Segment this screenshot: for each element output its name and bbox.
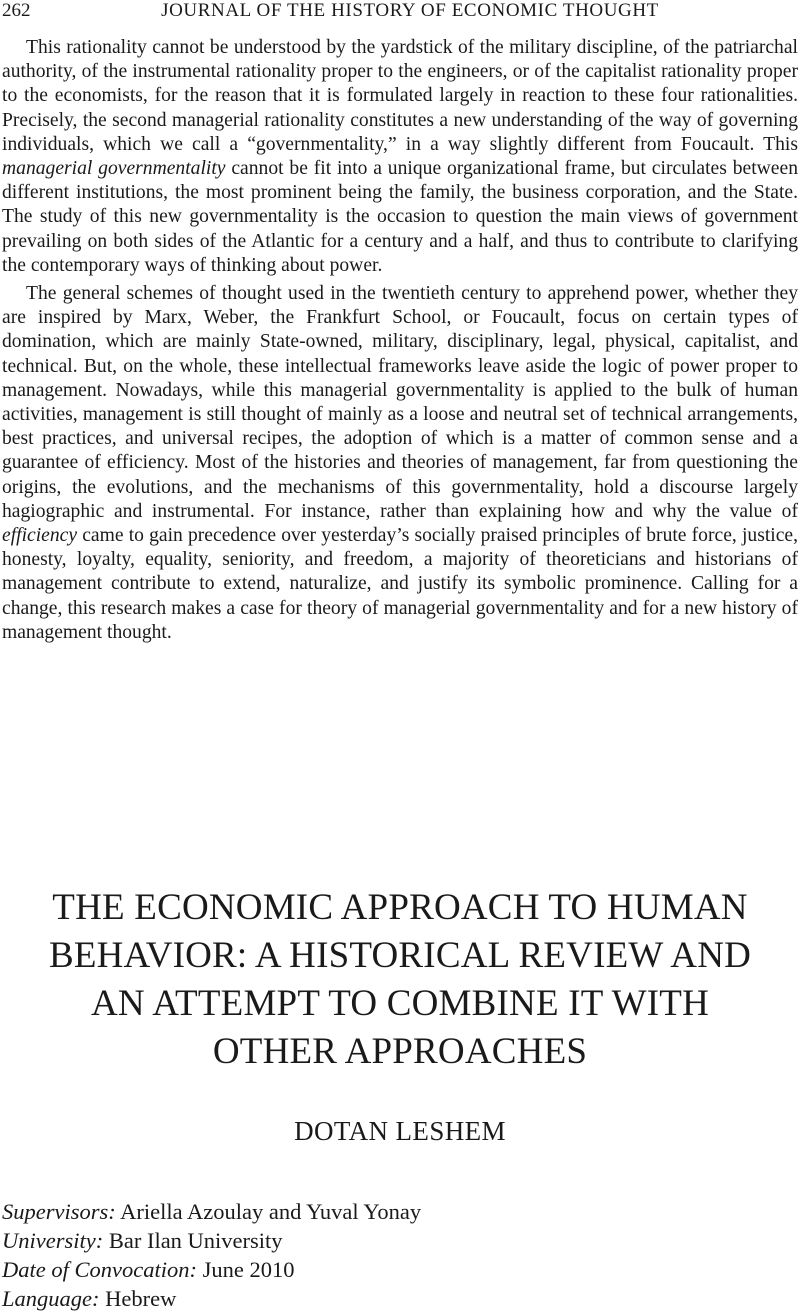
article-title-line: OTHER APPROACHES	[212, 1031, 588, 1072]
article-author: DOTAN LESHEM	[294, 1116, 506, 1146]
article-title-line: THE ECONOMIC APPROACH TO HUMAN	[52, 887, 748, 928]
meta-value: Hebrew	[99, 1286, 177, 1311]
page-number: 262	[2, 0, 31, 21]
meta-value: Ariella Azoulay and Yuval Yonay	[115, 1199, 422, 1224]
article-title	[20, 884, 780, 1076]
meta-university	[2, 1226, 798, 1255]
meta-value: June 2010	[196, 1257, 295, 1282]
thesis-metadata	[2, 1197, 798, 1313]
meta-date-of-convocation	[2, 1255, 798, 1284]
meta-label: University:	[2, 1228, 104, 1253]
running-head	[2, 0, 798, 24]
paragraph-1	[2, 36, 798, 278]
meta-label: Language:	[2, 1286, 100, 1311]
body-text	[2, 36, 798, 645]
meta-label: Date of Convocation:	[2, 1257, 197, 1282]
meta-supervisors	[2, 1197, 798, 1226]
meta-language	[2, 1284, 798, 1313]
paragraph-2-emphasis: efficiency	[2, 525, 78, 547]
paragraph-2-text-b: came to gain precedence over yesterday’s socially praised principles of brute force, justice, honesty, loyalty, equality, seniority, and freedom, a majority of theoreticians and historians of management contribute to extend, naturalize, and justify its symbolic prominence. Calling for a change, this research makes a case for theory of managerial governmentality and for a new history of management thought.	[2, 525, 798, 643]
paragraph-1-text-a: This rationality cannot be understood by the yardstick of the military discipline, of the patriarchal authority, of the instrumental rationality proper to the engineers, or of the capitalist rationality proper to the economists, for the reason that it is formulated largely in reaction to these four rationalities. Precisely, the second managerial rationality constitutes a new understanding of the way of governing individuals, which we call a “governmentality,” in a way slightly different from Foucault. This	[2, 37, 798, 155]
paragraph-1-emphasis: managerial governmentality	[2, 158, 226, 180]
article-title-line: AN ATTEMPT TO COMBINE IT WITH	[90, 983, 710, 1024]
paragraph-2-text-a: The general schemes of thought used in the twentieth century to apprehend power, whether they are inspired by Marx, Weber, the Frankfurt School, or Foucault, focus on certain types of domination, which are mainly State-owned, military, disciplinary, legal, physical, capitalist, and technical. But, on the whole, these intellectual frameworks leave aside the logic of power proper to management. Nowadays, while this managerial governmentality is applied to the bulk of human activities, management is still thought of mainly as a loose and neutral set of technical arrangements, best practices, and universal recipes, the adoption of which is a matter of common sense and a guarantee of efficiency. Most of the histories and theories of management, far from questioning the origins, the evolutions, and the mechanisms of this governmentality, hold a discourse largely hagiographic and instrumental. For instance, rather than explaining how and why the value of	[2, 283, 798, 522]
meta-value: Bar Ilan University	[103, 1228, 283, 1253]
article-title-line: BEHAVIOR: A HISTORICAL REVIEW AND	[48, 935, 752, 976]
paragraph-1-text-b: cannot be fit into a unique organizational frame, but circulates between different institutions, the most prominent being the family, the business corporation, and the State. The study of this new governmentality is the occasion to question the main views of government prevailing on both sides of the Atlantic for a century and a half, and thus to contribute to clarifying the contemporary ways of thinking about power.	[2, 158, 798, 276]
journal-title: JOURNAL OF THE HISTORY OF ECONOMIC THOUGHT	[161, 0, 659, 21]
paragraph-2	[2, 282, 798, 645]
meta-label: Supervisors:	[2, 1199, 116, 1224]
